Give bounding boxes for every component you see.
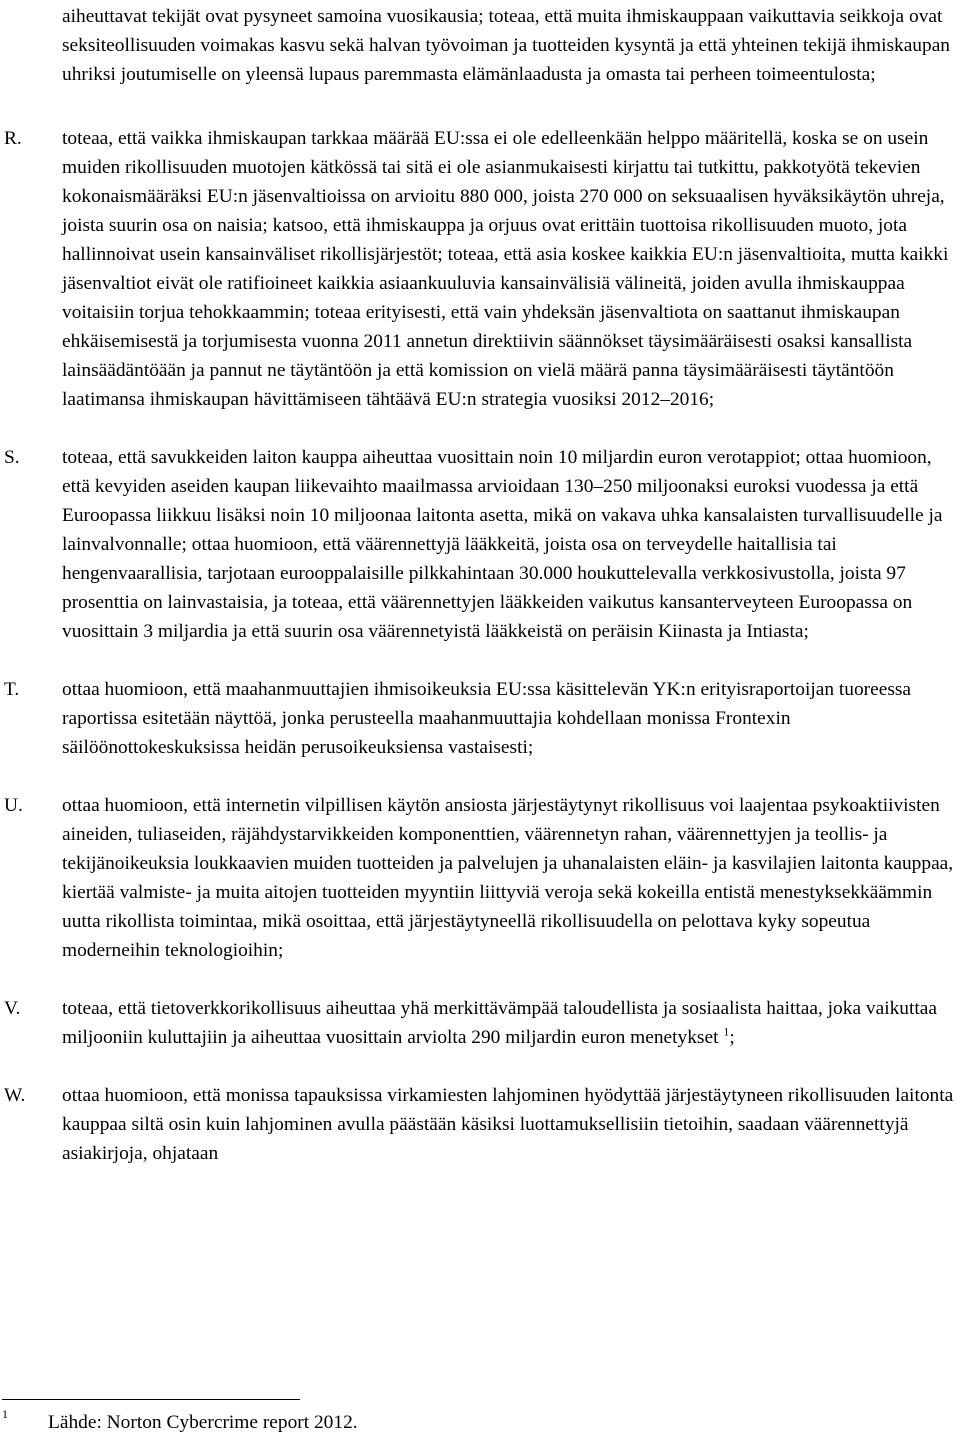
paragraph-s <box>0 443 954 646</box>
paragraph-marker: S. <box>4 447 20 468</box>
paragraph-r <box>0 124 954 414</box>
footnote-reference[interactable]: 1 <box>723 1024 730 1039</box>
paragraph-marker: W. <box>4 1085 26 1106</box>
paragraph-v <box>0 994 954 1052</box>
paragraph-text: aiheuttavat tekijät ovat pysyneet samoina vuosikausia; toteaa, että muita ihmiskauppaan vaikuttavia seikkoja ovat seksiteollisuuden voimakas kasvu sekä halvan työvoiman ja tuotteiden kysyntä ja että yhteinen tekijä ihmiskaupan uhriksi joutumiselle on yleensä lupaus paremmasta elämänlaadusta ja omasta tai perheen toimeentulosta; <box>62 6 950 85</box>
paragraph-text <box>62 994 954 1052</box>
paragraph-text: toteaa, että savukkeiden laiton kauppa aiheuttaa vuosittain noin 10 miljardin euron verotappiot; ottaa huomioon, että kevyiden aseiden kaupan liikevaihto maailmassa arvioidaan 130–250 miljoonaksi euroksi vuodessa ja että Euroopassa liikkuu lisäksi noin 10 miljoonaa laitonta asetta, mikä on vakava uhka kansalaisten turvallisuudelle ja lainvalvonnalle; ottaa huomioon, että väärennettyjä lääkkeitä, joista osa on terveydelle haitallisia tai hengenvaarallisia, tarjotaan eurooppalaisille pilkkahintaan 30.000 houkuttelevalla verkkosivustolla, joista 97 prosenttia on lainvastaisia, ja toteaa, että väärennettyjen lääkkeiden vaikutus kansanterveyteen Euroopassa on vuosittain 3 miljardia ja että suurin osa väärennetyistä lääkkeistä on peräisin Kiinasta ja Intiasta; <box>62 447 943 642</box>
paragraph-text: ottaa huomioon, että maahanmuuttajien ihmisoikeuksia EU:ssa käsittelevän YK:n erityisraportoijan tuoreessa raportissa esitetään näyttöä, jonka perusteella maahanmuuttajia kohdellaan monissa Frontexin säilöönottokeskuksissa heidän perusoikeuksiensa vastaisesti; <box>62 679 912 758</box>
footnote-divider <box>2 1399 300 1400</box>
paragraph-marker: T. <box>4 679 20 700</box>
footnote-text: Lähde: Norton Cybercrime report 2012. <box>48 1412 358 1433</box>
paragraph-text-before: toteaa, että tietoverkkorikollisuus aiheuttaa yhä merkittävämpää taloudellista ja sosiaalista haittaa, joka vaikuttaa miljooniin kuluttajiin ja aiheuttaa vuosittain arviolta 290 miljardin euron menetykset <box>62 998 937 1048</box>
paragraph-text-after: ; <box>729 1027 735 1048</box>
footnote-number: 1 <box>2 1407 8 1421</box>
paragraph-t <box>0 675 954 762</box>
paragraph-text: toteaa, että vaikka ihmiskaupan tarkkaa määrää EU:ssa ei ole edelleenkään helppo määritellä, koska se on usein muiden rikollisuuden muotojen kätkössä tai sitä ei ole asianmukaisesti kirjattu tai tutkittu, pakkotyötä tekevien kokonaismääräksi EU:n jäsenvaltioissa on arvioitu 880 000, joista 270 000 on seksuaalisen hyväksikäytön uhreja, joista suurin osa on naisia; katsoo, että ihmiskauppa ja orjuus ovat erittäin tuottoisa rikollisuuden muoto, jota hallinnoivat usein kansainväliset rikollisjärjestöt; toteaa, että asia koskee kaikkia EU:n jäsenvaltioita, mutta kaikki jäsenvaltiot eivät ole ratifioineet kaikkia asiaankuuluvia kansainvälisiä välineitä, joiden avulla ihmiskauppaa voitaisiin torjua tehokkaammin; toteaa erityisesti, että vain yhdeksän jäsenvaltiota on saattanut ihmiskaupan ehkäisemisestä ja torjumisesta vuonna 2011 annetun direktiivin säännökset täysimääräisesti osaksi kansallista lainsäädäntöään ja pannut ne täytäntöön ja että komission on vielä määrä panna täysimääräisesti täytäntöön laatimansa ihmiskaupan hävittämiseen tähtäävä EU:n strategia vuosiksi 2012–2016; <box>62 128 949 410</box>
paragraph-marker: V. <box>4 998 21 1019</box>
paragraph-text: ottaa huomioon, että monissa tapauksissa virkamiesten lahjominen hyödyttää järjestäytyneen rikollisuuden laitonta kauppaa siltä osin kuin lahjominen avulla päästään käsiksi luottamuksellisiin tietoihin, saadaan väärennettyjä asiakirjoja, ohjataan <box>62 1085 954 1164</box>
paragraph-marker: U. <box>4 795 23 816</box>
paragraph-u <box>0 791 954 965</box>
paragraph-continuation <box>0 0 954 89</box>
paragraph-text: ottaa huomioon, että internetin vilpillisen käytön ansiosta järjestäytynyt rikollisuus voi laajentaa psykoaktiivisten aineiden, tuliaseiden, räjähdystarvikkeiden komponenttien, väärennetyn rahan, väärennettyjen ja teollis- ja tekijänoikeuksia loukkaavien muiden tuotteiden ja palvelujen ja uhanalaisten eläin- ja kasvilajien laitonta kauppaa, kiertää valmiste- ja muita aitojen tuotteiden myyntiin liittyviä veroja sekä kokeilla entistä menestyksekkäämmin uutta rikollista toimintaa, mikä osoittaa, että järjestäytyneellä rikollisuudella on pelottava kyky sopeutua moderneihin teknologioihin; <box>62 795 954 961</box>
paragraph-marker: R. <box>4 128 22 149</box>
paragraph-w <box>0 1081 954 1168</box>
